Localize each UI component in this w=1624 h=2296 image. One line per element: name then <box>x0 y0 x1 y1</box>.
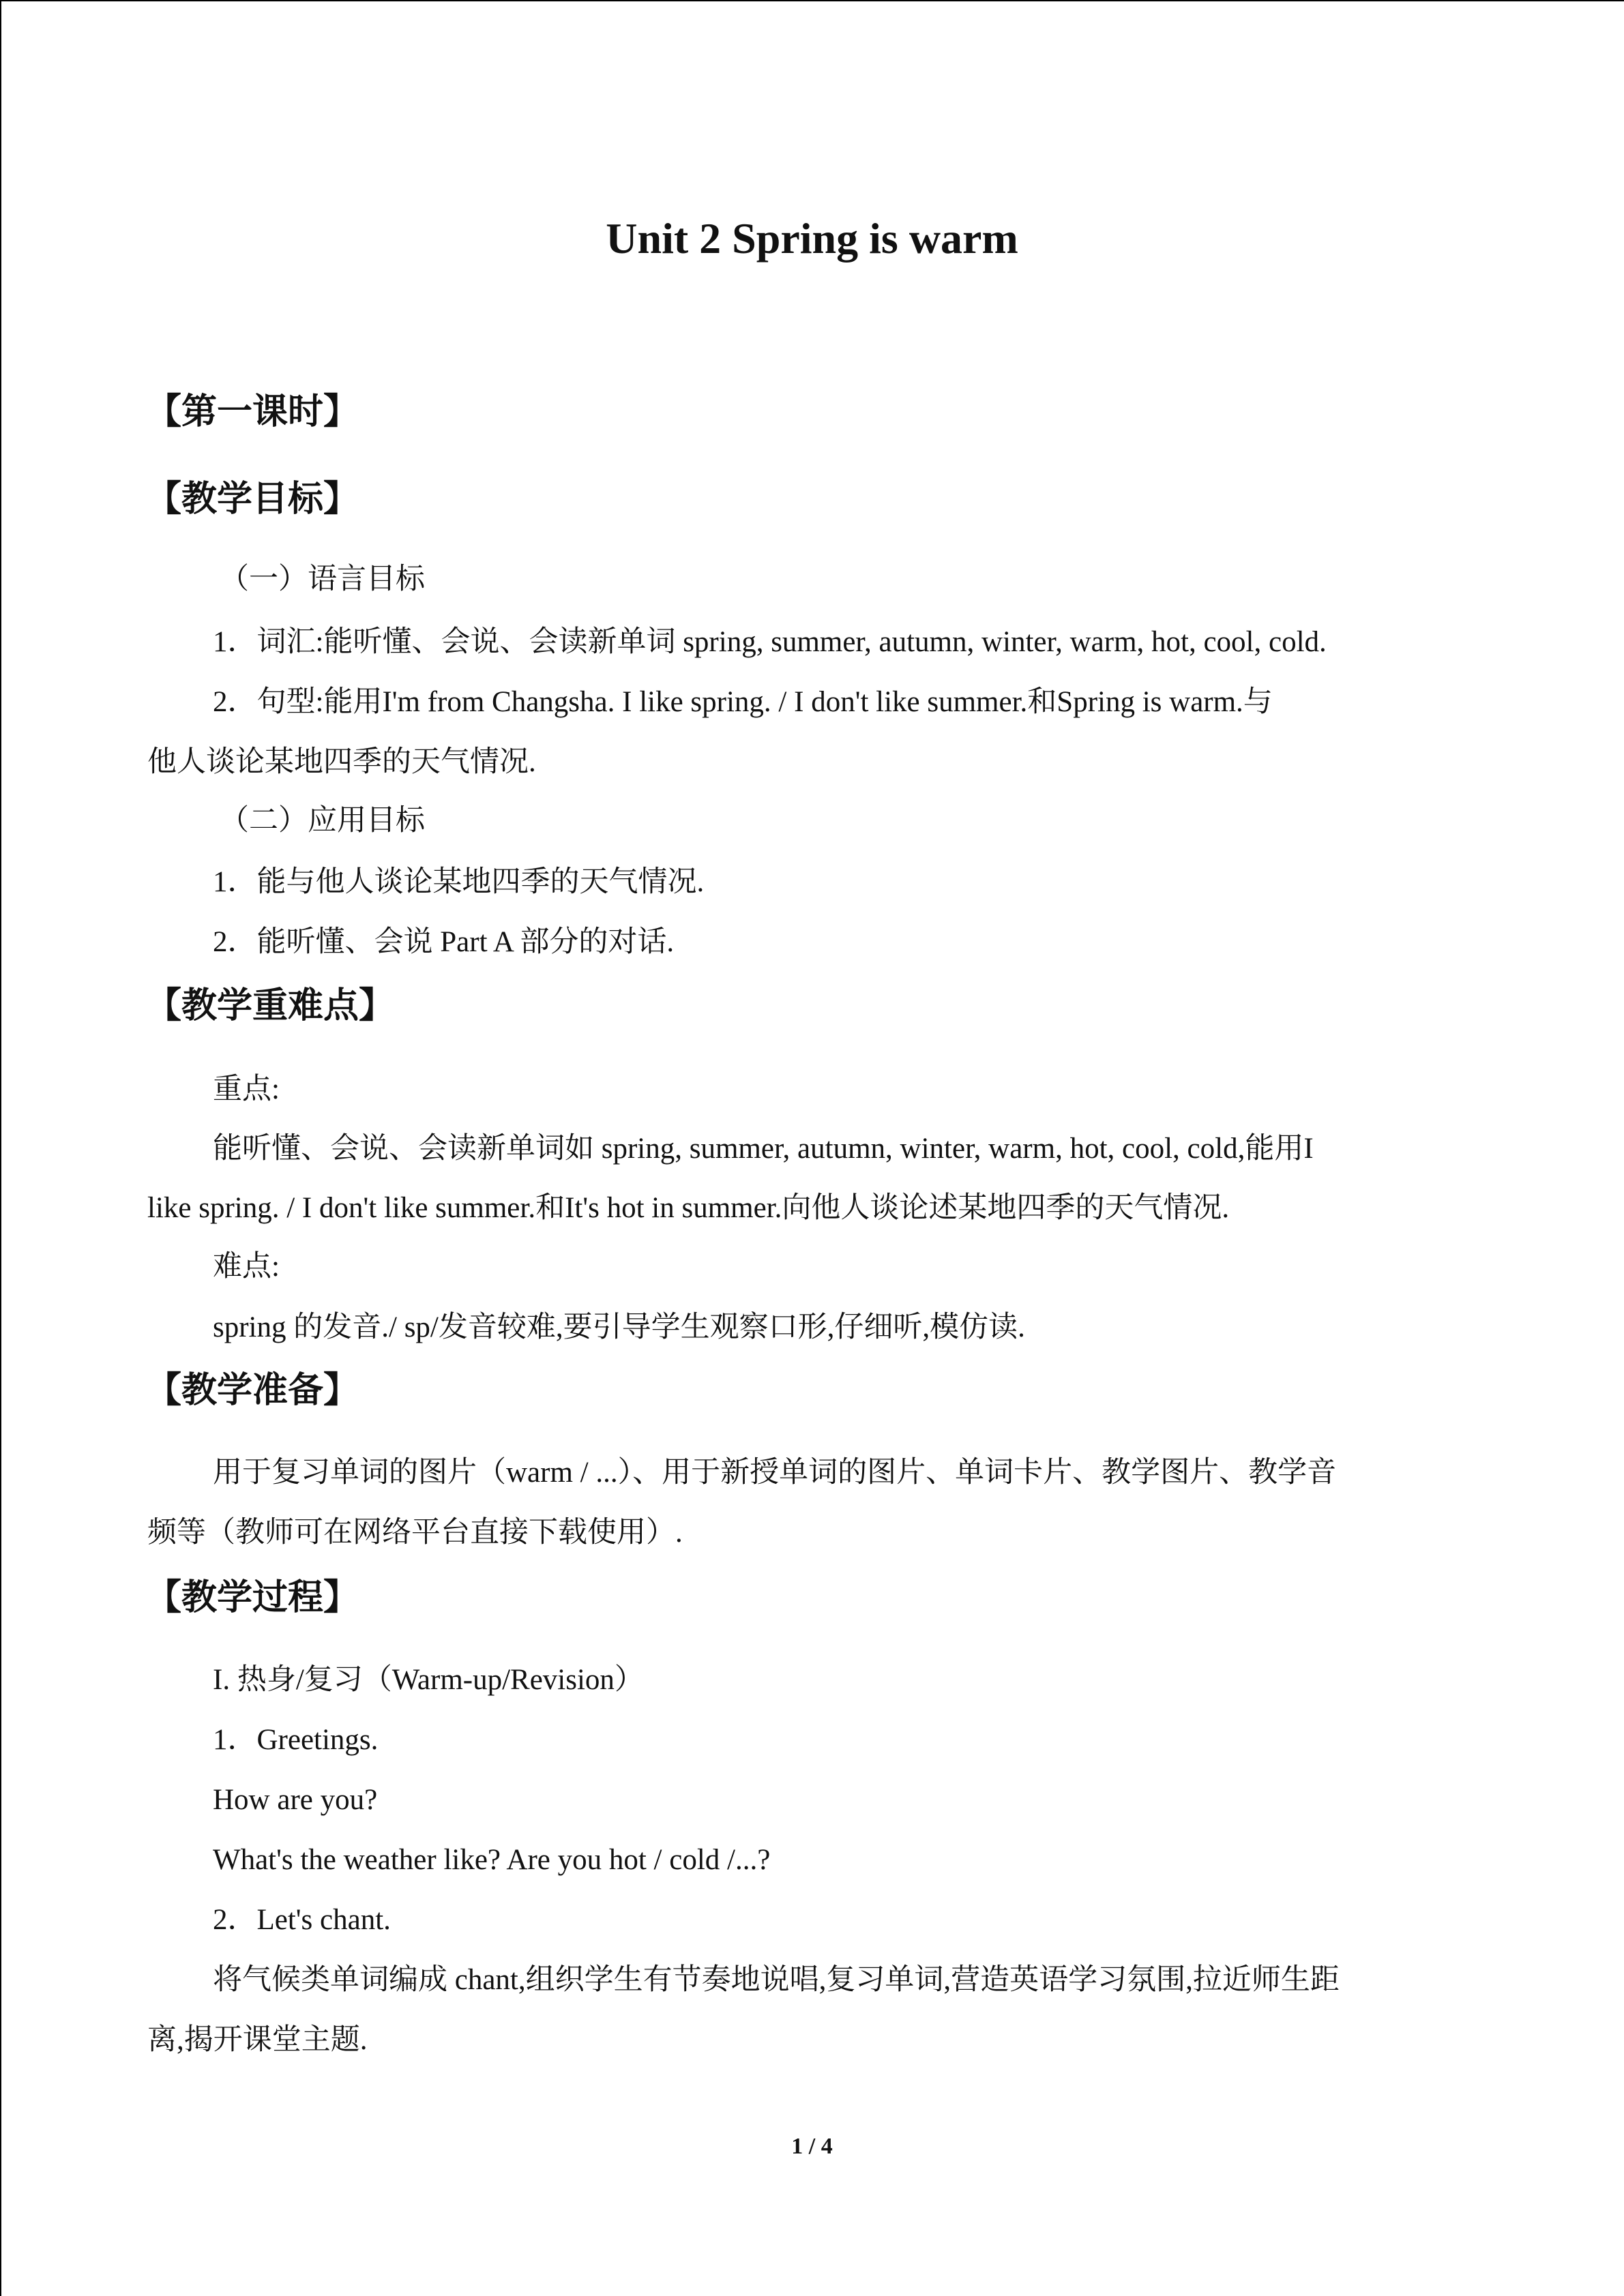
lesson-heading: 【第一课时】 <box>146 391 359 432</box>
focus-line-2: like spring. / I don't like summer.和It's hot in summer.向他人谈论述某地四季的天气情况. <box>147 1192 1230 1224</box>
application-item-2: 2．能听懂、会说 Part A 部分的对话. <box>213 926 675 958</box>
difficulty-text: spring 的发音./ sp/发音较难,要引导学生观察口形,仔细听,模仿读. <box>213 1311 1025 1343</box>
preparation-line-1: 用于复习单词的图片（warm / ...）、用于新授单词的图片、单词卡片、教学图片、教学音 <box>213 1457 1337 1489</box>
chant-step: 2．Let's chant. <box>213 1904 391 1936</box>
warmup-title: I. 热身/复习（Warm-up/Revision） <box>213 1664 644 1696</box>
how-are-you-line: How are you? <box>213 1784 378 1816</box>
process-heading: 【教学过程】 <box>146 1577 359 1618</box>
difficulty-label: 难点: <box>213 1251 280 1283</box>
chant-description-line-1: 将气候类单词编成 chant,组织学生有节奏地说唱,复习单词,营造英语学习氛围,拉近师生距 <box>213 1964 1340 1996</box>
application-objectives-title: （二）应用目标 <box>220 805 425 837</box>
focus-label: 重点: <box>213 1073 280 1105</box>
weather-question-line: What's the weather like? Are you hot / cold /...? <box>213 1844 771 1876</box>
language-objectives-title: （一）语言目标 <box>220 563 425 595</box>
chant-description-line-2: 离,揭开课堂主题. <box>147 2024 368 2056</box>
document-title: Unit 2 Spring is warm <box>606 214 1018 263</box>
preparation-heading: 【教学准备】 <box>146 1370 359 1411</box>
vocab-objective: 1．词汇:能听懂、会说、会读新单词 spring, summer, autumn, winter, warm, hot, cool, cold. <box>213 626 1327 658</box>
preparation-line-2: 频等（教师可在网络平台直接下载使用）. <box>147 1517 683 1549</box>
application-item-1: 1．能与他人谈论某地四季的天气情况. <box>213 866 705 898</box>
key-points-heading: 【教学重难点】 <box>146 985 395 1026</box>
pattern-objective-line2: 他人谈论某地四季的天气情况. <box>147 746 536 778</box>
pattern-objective-line1: 2．句型:能用I'm from Changsha. I like spring. / I don't like summer.和Spring is warm.与 <box>213 686 1273 718</box>
greetings-step: 1．Greetings. <box>213 1724 379 1756</box>
objectives-heading: 【教学目标】 <box>146 479 359 520</box>
page-number: 1 / 4 <box>791 2134 833 2159</box>
focus-line-1: 能听懂、会说、会读新单词如 spring, summer, autumn, winter, warm, hot, cool, cold,能用I <box>213 1133 1314 1165</box>
